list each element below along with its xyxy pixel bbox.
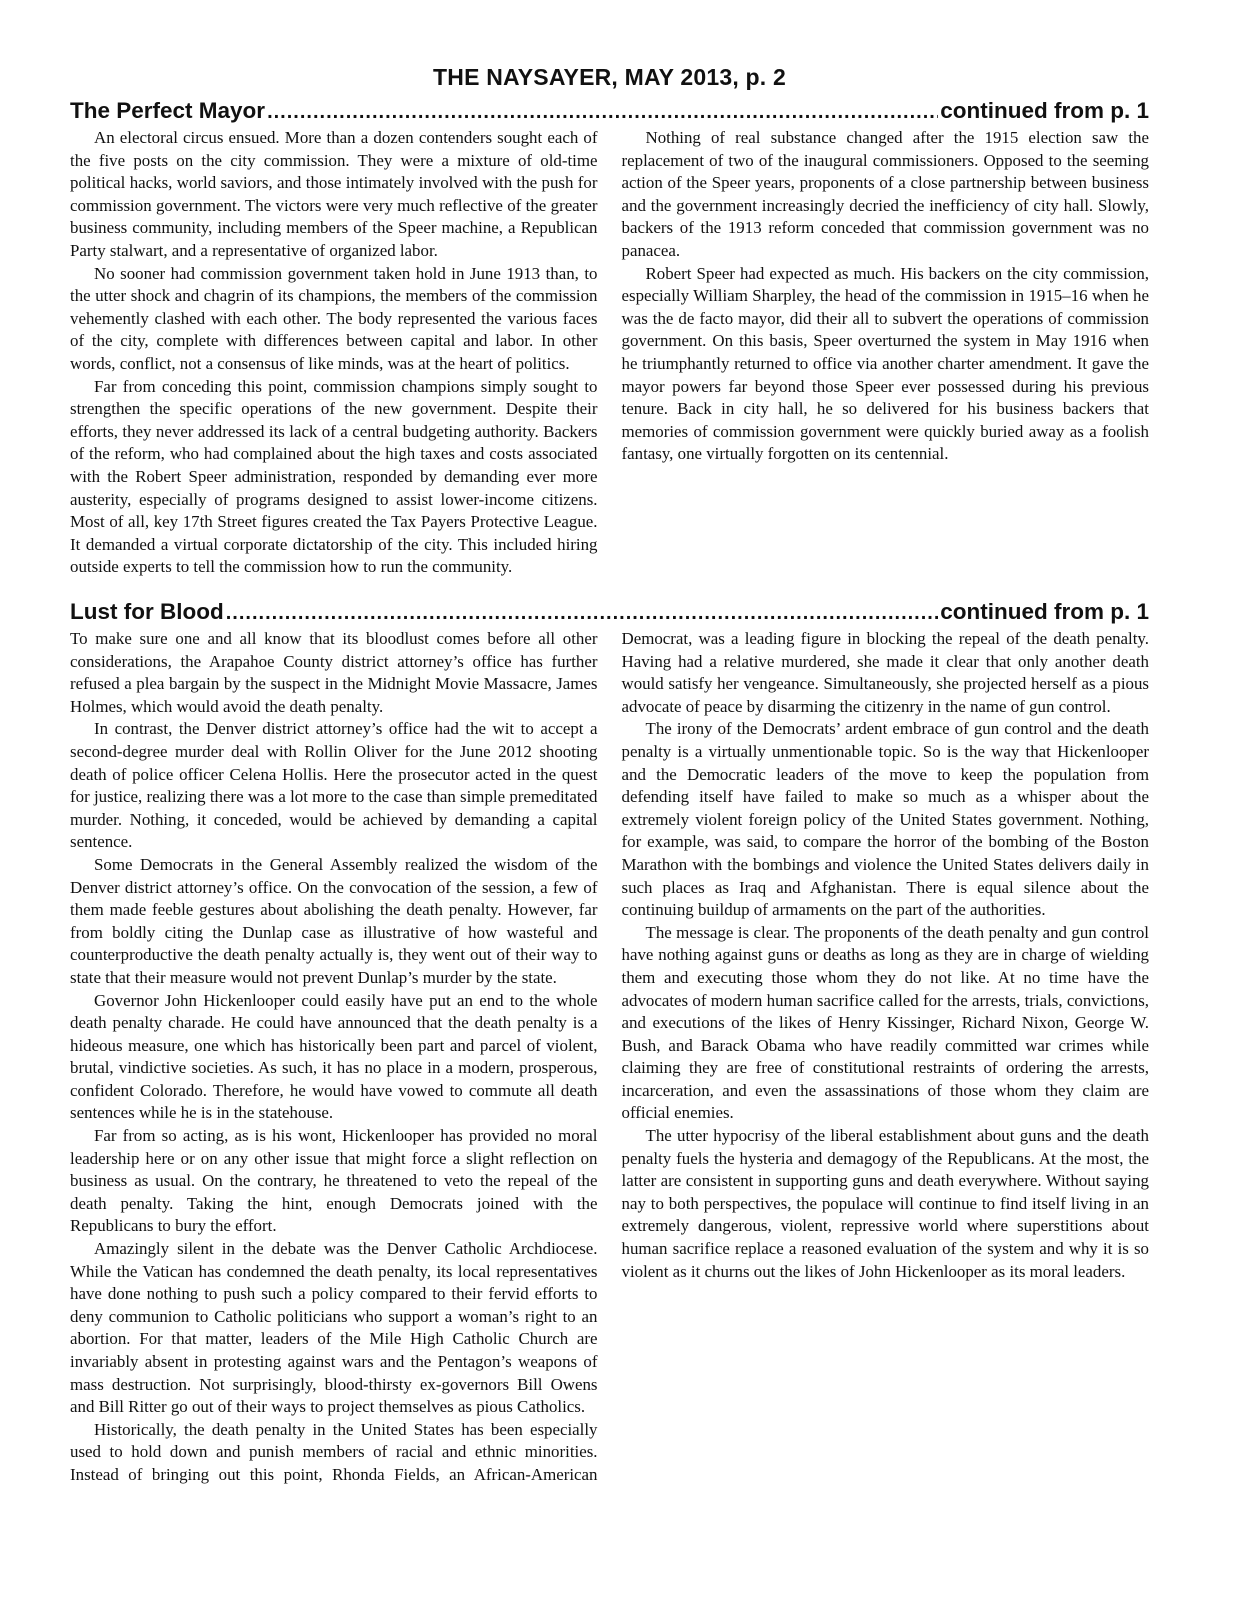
article-body-lust-for-blood xyxy=(70,628,1149,1500)
leader-dots xyxy=(267,99,938,125)
paragraph: The irony of the Democrats’ ardent embrace of gun control and the death penalty is a virtually unmentionable topic. So is the way that Hickenlooper and the Democratic leaders of the move to keep the population from defending itself have failed to make so much as a whisper about the extremely violent foreign policy of the United States government. Nothing, for example, was said, to compare the horror of the bombing of the Boston Marathon with the bombings and violence the United States delivers daily in such places as Iraq and Afghanistan. There is equal silence about the continuing buildup of armaments on the part of the authorities. xyxy=(621,719,1149,920)
continued-note: continued from p. 1 xyxy=(940,98,1149,123)
article-body-perfect-mayor xyxy=(70,127,1149,585)
paragraph: In contrast, the Denver district attorney’s office had the wit to accept a second-degree murder deal with Rollin Oliver for the June 2012 shooting death of police officer Celena Hollis. Here the prosecutor acted in the quest for justice, realizing there was a lot more to the case than simple premeditated murder. Nothing, it conceded, would be achieved by demanding a capital sentence. xyxy=(70,719,598,852)
article-title: The Perfect Mayor xyxy=(70,98,266,123)
paragraph: An electoral circus ensued. More than a dozen contenders sought each of the five posts on the city commission. They were a mixture of old-time political hacks, world saviors, and those intimately involved with the push for commission government. The victors were very much reflective of the greater business community, including members of the Speer machine, a Republican Party stalwart, and a representative of organized labor. xyxy=(70,128,598,260)
article-heading-lust-for-blood xyxy=(70,599,1149,626)
paragraph: Nothing of real substance changed after the 1915 election saw the replacement of two of the inaugural commissioners. Opposed to the seeming action of the Speer years, proponents of a close partnership between business and the government increasingly decried the inefficiency of city hall. Slowly, backers of the 1913 reform conceded that commission government was no panacea. xyxy=(621,128,1149,260)
paragraph: Far from so acting, as is his wont, Hickenlooper has provided no moral leadership here or on any other issue that might force a slight reflection on business as usual. On the contrary, he threatened to veto the repeal of the death penalty. Taking the hint, enough Democrats joined with the Republicans to bury the effort. xyxy=(70,1126,598,1236)
paragraph: Far from conceding this point, commission champions simply sought to strengthen the specific operations of the new government. Despite their efforts, they never addressed its lack of a central budgeting authority. Backers of the reform, who had complained about the high taxes and costs associated with the Robert Speer administration, responded by demanding ever more austerity, especially of programs designed to assist lower-income citizens. Most of all, key 17th Street figures created the Tax Payers Protective League. It demanded a virtual corporate dictatorship of the city. This included hiring outside experts to tell the commission how to run the community. xyxy=(70,376,598,577)
article-title: Lust for Blood xyxy=(70,599,224,624)
paragraph: To make sure one and all know that its bloodlust comes before all other considerations, the Arapahoe County district attorney’s office has further refused a plea bargain by the suspect in the Midnight Movie Massacre, James Holmes, which would avoid the death penalty. xyxy=(70,629,598,716)
masthead: THE NAYSAYER, MAY 2013, p. 2 xyxy=(433,64,786,90)
paragraph: The utter hypocrisy of the liberal establishment about guns and the death penalty fuels the hysteria and demagogy of the Republicans. At the most, the latter are consistent in supporting guns and death everywhere. Without saying nay to both perspectives, the populace will continue to find itself living in an extremely dangerous, violent, repressive world where superstitions about human sacrifice replace a reasoned evaluation of the system and why it is so violent as it churns out the likes of John Hickenlooper as its moral leaders. xyxy=(621,1126,1149,1281)
article-heading-perfect-mayor xyxy=(70,98,1149,125)
paragraph: Some Democrats in the General Assembly realized the wisdom of the Denver district attorney’s office. On the convocation of the session, a few of them made feeble gestures about abolishing the death penalty. However, far from boldly citing the Dunlap case as illustrative of how wasteful and counterproductive the death penalty actually is, they went out of their way to state that their measure would not prevent Dunlap’s murder by the state. xyxy=(70,854,598,987)
paragraph: Historically, the death penalty in the United States has been especially used to hold down and punish members of racial and ethnic minorities. Instead of bringing out this point, Rhonda Fields, an African-American Democrat, was a leading figure in blocking the repeal of the death penalty. Having had a relative murdered, she made it clear that only another death would satisfy her vengeance. Simultaneously, she projected herself as a pious advocate of peace by disarming the citizenry in the name of gun control. xyxy=(70,629,1149,1484)
paragraph: No sooner had commission government taken hold in June 1913 than, to the utter shock and chagrin of its champions, the members of the commission vehemently clashed with each other. The body represented the various faces of the city, complete with differences between capital and labor. In other words, conflict, not a consensus of like minds, was at the heart of politics. xyxy=(70,263,598,373)
leader-dots xyxy=(226,600,939,626)
paragraph: Robert Speer had expected as much. His backers on the city commission, especially William Sharpley, the head of the commission in 1915–16 when he was the de facto mayor, did their all to subvert the operations of commission government. On this basis, Speer overturned the system in May 1916 when he triumphantly returned to office via another charter amendment. It gave the mayor powers far beyond those Speer ever possessed during his previous tenure. Back in city hall, he so delivered for his business backers that memories of commission government were quickly buried away as a foolish fantasy, one virtually forgotten on its centennial. xyxy=(621,263,1149,464)
paragraph: The message is clear. The proponents of the death penalty and gun control have nothing against guns or deaths as long as they are in charge of wielding them and executing those whom they do not like. At no time have the advocates of modern human sacrifice called for the arrests, trials, convictions, and executions of the likes of Henry Kissinger, Richard Nixon, George W. Bush, and Barack Obama who have readily committed war crimes while claiming they are free of constitutional restraints of ordering the arrests, incarceration, and even the assassinations of those whom they claim are official enemies. xyxy=(621,922,1149,1123)
continued-note: continued from p. 1 xyxy=(940,599,1149,624)
paragraph: Governor John Hickenlooper could easily have put an end to the whole death penalty charade. He could have announced that the death penalty is a hideous measure, one which has historically been part and parcel of violent, brutal, vindictive societies. As such, it has no place in a modern, prosperous, confident Colorado. Therefore, he would have vowed to commute all death sentences while he is in the statehouse. xyxy=(70,990,598,1123)
paragraph: Amazingly silent in the debate was the Denver Catholic Archdiocese. While the Vatican has condemned the death penalty, its local representatives have done nothing to push such a policy compared to their fervid efforts to deny communion to Catholic politicians who support a woman’s right to an abortion. For that matter, leaders of the Mile High Catholic Church are invariably absent in protesting against wars and the Pentagon’s weapons of mass destruction. Not surprisingly, blood-thirsty ex-governors Bill Owens and Bill Ritter go out of their ways to project themselves as pious Catholics. xyxy=(70,1239,598,1417)
